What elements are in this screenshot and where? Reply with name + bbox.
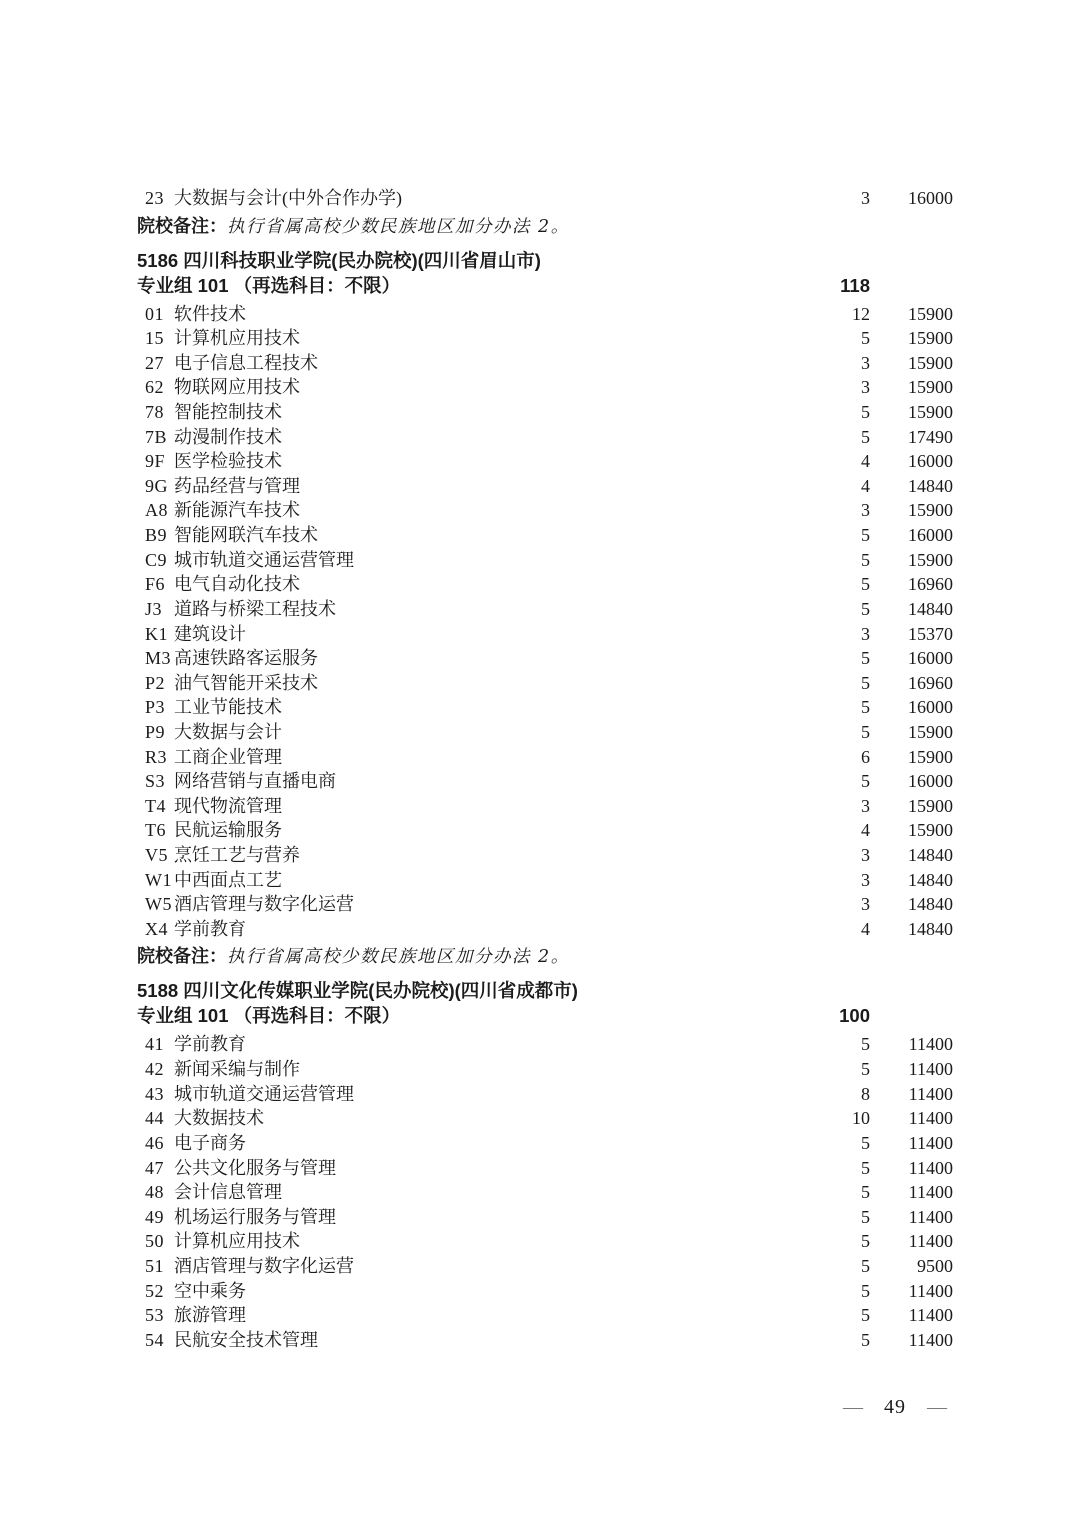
group-label: 专业组 101 （再选科目：不限） — [137, 1005, 401, 1027]
program-plan-count: 5 — [861, 1206, 870, 1227]
college-header: 5188 四川文化传媒职业学院(民办院校)(四川省成都市) — [137, 980, 578, 1002]
program-row — [137, 1106, 953, 1131]
program-tuition-fee: 15900 — [908, 549, 953, 570]
program-plan-count: 5 — [861, 525, 870, 546]
program-plan-count: 5 — [861, 1182, 870, 1203]
program-row — [137, 1082, 953, 1107]
program-tuition-fee: 16000 — [908, 188, 953, 208]
program-plan-count: 5 — [861, 1034, 870, 1055]
group-header — [137, 273, 953, 298]
program-plan-count: 8 — [861, 1083, 870, 1104]
program-plan-count: 10 — [852, 1108, 870, 1129]
program-tuition-fee: 15900 — [908, 795, 953, 816]
program-row — [137, 1032, 953, 1057]
program-code: 51 — [145, 1255, 164, 1276]
program-tuition-fee: 16000 — [908, 771, 953, 792]
program-plan-count: 5 — [861, 771, 870, 792]
program-plan-count: 4 — [861, 820, 870, 841]
program-row — [137, 498, 953, 523]
college-section — [137, 978, 953, 1352]
program-tuition-fee: 11400 — [908, 1329, 953, 1350]
program-plan-count: 5 — [861, 1157, 870, 1178]
program-code: P9 — [145, 721, 166, 742]
program-code: 49 — [145, 1206, 164, 1227]
program-name: 机场运行服务与管理 — [174, 1206, 336, 1227]
program-code: 43 — [145, 1083, 164, 1104]
program-row — [137, 1254, 953, 1279]
program-tuition-fee: 11400 — [908, 1108, 953, 1129]
program-row — [137, 186, 953, 211]
program-code: T4 — [145, 795, 166, 816]
program-row — [137, 1279, 953, 1304]
program-row — [137, 474, 953, 499]
program-code: 41 — [145, 1034, 164, 1055]
program-plan-count: 5 — [861, 402, 870, 423]
program-code: 78 — [145, 402, 164, 423]
program-tuition-fee: 15900 — [908, 352, 953, 373]
program-row — [137, 892, 953, 917]
group-header — [137, 1003, 953, 1028]
program-name: 智能控制技术 — [174, 402, 282, 423]
program-row — [137, 425, 953, 450]
program-plan-count: 5 — [861, 1059, 870, 1080]
program-code: J3 — [145, 598, 163, 619]
program-tuition-fee: 11400 — [908, 1034, 953, 1055]
note-label: 院校备注： — [137, 946, 227, 967]
program-row — [137, 695, 953, 720]
program-code: 48 — [145, 1182, 164, 1203]
program-plan-count: 3 — [861, 894, 870, 915]
program-name: 大数据技术 — [174, 1108, 264, 1129]
program-plan-count: 12 — [852, 303, 870, 324]
college-note — [137, 943, 953, 970]
program-code: B9 — [145, 525, 168, 546]
program-code: 53 — [145, 1305, 164, 1326]
program-code: M3 — [145, 648, 172, 669]
program-row — [137, 326, 953, 351]
program-row — [137, 375, 953, 400]
program-name: 城市轨道交通运营管理 — [174, 1083, 354, 1104]
program-plan-count: 5 — [861, 1329, 870, 1350]
program-tuition-fee: 11400 — [908, 1157, 953, 1178]
program-plan-count: 3 — [861, 623, 870, 644]
program-plan-count: 5 — [861, 574, 870, 595]
program-code: W5 — [145, 894, 172, 915]
program-row — [137, 1328, 953, 1353]
program-row — [137, 449, 953, 474]
program-name: 酒店管理与数字化运营 — [174, 1255, 354, 1276]
program-row — [137, 745, 953, 770]
program-plan-count: 3 — [861, 500, 870, 521]
program-name: 民航运输服务 — [174, 820, 282, 841]
program-tuition-fee: 11400 — [908, 1280, 953, 1301]
program-name: 油气智能开采技术 — [174, 672, 318, 693]
program-row — [137, 1205, 953, 1230]
program-name: 酒店管理与数字化运营 — [174, 894, 354, 915]
group-quota: 100 — [839, 1005, 870, 1027]
program-tuition-fee: 16960 — [908, 574, 953, 595]
program-plan-count: 5 — [861, 549, 870, 570]
program-code: C9 — [145, 549, 168, 570]
program-code: R3 — [145, 746, 168, 767]
program-name: 学前教育 — [174, 918, 246, 939]
program-plan-count: 5 — [861, 598, 870, 619]
program-name: 现代物流管理 — [174, 795, 282, 816]
program-row — [137, 769, 953, 794]
program-tuition-fee: 11400 — [908, 1059, 953, 1080]
program-plan-count: 5 — [861, 328, 870, 349]
program-row — [137, 1156, 953, 1181]
program-name: 医学检验技术 — [174, 451, 282, 472]
program-tuition-fee: 15900 — [908, 820, 953, 841]
program-name: 计算机应用技术 — [174, 1231, 300, 1252]
program-name: 电子商务 — [174, 1132, 246, 1153]
program-name: 烹饪工艺与营养 — [174, 845, 300, 866]
program-name: 电气自动化技术 — [174, 574, 300, 595]
program-tuition-fee: 16000 — [908, 697, 953, 718]
program-plan-count: 5 — [861, 1305, 870, 1326]
page-number: 49 — [884, 1396, 906, 1418]
program-name: 药品经营与管理 — [174, 475, 300, 496]
program-tuition-fee: 11400 — [908, 1206, 953, 1227]
program-row — [137, 720, 953, 745]
program-plan-count: 5 — [861, 648, 870, 669]
program-row — [137, 843, 953, 868]
program-code: F6 — [145, 574, 166, 595]
program-plan-count: 4 — [861, 918, 870, 939]
program-name: 高速铁路客运服务 — [174, 648, 318, 669]
program-name: 大数据与会计 — [174, 721, 282, 742]
program-row — [137, 1303, 953, 1328]
program-tuition-fee: 16960 — [908, 672, 953, 693]
program-name: 道路与桥梁工程技术 — [174, 598, 336, 619]
program-plan-count: 5 — [861, 1231, 870, 1252]
program-plan-count: 3 — [861, 188, 870, 208]
program-row — [137, 794, 953, 819]
program-code: V5 — [145, 845, 168, 866]
program-code: X4 — [145, 918, 168, 939]
program-code: T6 — [145, 820, 166, 841]
program-tuition-fee: 11400 — [908, 1305, 953, 1326]
program-name: 计算机应用技术 — [174, 328, 300, 349]
program-name: 民航安全技术管理 — [174, 1329, 318, 1350]
program-row — [137, 400, 953, 425]
program-code: 15 — [145, 328, 164, 349]
program-name: 空中乘务 — [174, 1280, 246, 1301]
program-plan-count: 4 — [861, 475, 870, 496]
program-plan-count: 5 — [861, 426, 870, 447]
program-tuition-fee: 14840 — [908, 598, 953, 619]
program-plan-count: 4 — [861, 451, 870, 472]
program-row — [137, 572, 953, 597]
program-rows — [137, 1032, 953, 1352]
program-code: P3 — [145, 697, 166, 718]
program-tuition-fee: 15900 — [908, 500, 953, 521]
program-name: 工商企业管理 — [174, 746, 282, 767]
program-tuition-fee: 15900 — [908, 721, 953, 742]
page-footer — [843, 1393, 947, 1421]
program-tuition-fee: 11400 — [908, 1182, 953, 1203]
program-name: 学前教育 — [174, 1034, 246, 1055]
program-code: 54 — [145, 1329, 164, 1350]
program-tuition-fee: 16000 — [908, 451, 953, 472]
program-row — [137, 868, 953, 893]
program-tuition-fee: 16000 — [908, 525, 953, 546]
program-row — [137, 597, 953, 622]
program-name: 中西面点工艺 — [174, 869, 282, 890]
program-name: 旅游管理 — [174, 1305, 246, 1326]
program-code: 50 — [145, 1231, 164, 1252]
program-tuition-fee: 15900 — [908, 328, 953, 349]
program-tuition-fee: 9500 — [917, 1255, 953, 1276]
program-tuition-fee: 14840 — [908, 894, 953, 915]
program-name: 城市轨道交通运营管理 — [174, 549, 354, 570]
program-name: 公共文化服务与管理 — [174, 1157, 336, 1178]
program-row — [137, 646, 953, 671]
note-text: 执行省属高校少数民族地区加分办法 2。 — [227, 947, 570, 968]
program-plan-count: 5 — [861, 697, 870, 718]
program-name: 动漫制作技术 — [174, 426, 282, 447]
program-code: 47 — [145, 1157, 164, 1178]
program-plan-count: 6 — [861, 746, 870, 767]
note-text: 执行省属高校少数民族地区加分办法 2。 — [227, 216, 570, 237]
program-tuition-fee: 17490 — [908, 426, 953, 447]
program-code: 44 — [145, 1108, 164, 1129]
program-row — [137, 351, 953, 376]
program-tuition-fee: 14840 — [908, 918, 953, 939]
program-tuition-fee: 11400 — [908, 1231, 953, 1252]
program-row — [137, 622, 953, 647]
program-code: W1 — [145, 869, 172, 890]
program-row — [137, 1180, 953, 1205]
program-name: 智能网联汽车技术 — [174, 525, 318, 546]
program-name: 电子信息工程技术 — [174, 352, 318, 373]
program-tuition-fee: 14840 — [908, 845, 953, 866]
program-name: 网络营销与直播电商 — [174, 771, 336, 792]
program-plan-count: 3 — [861, 352, 870, 373]
program-row — [137, 548, 953, 573]
admissions-list — [137, 186, 953, 1352]
program-name: 大数据与会计(中外合作办学) — [174, 188, 402, 208]
program-code: 52 — [145, 1280, 164, 1301]
program-tuition-fee: 15370 — [908, 623, 953, 644]
program-code: S3 — [145, 771, 166, 792]
program-code: P2 — [145, 672, 166, 693]
program-name: 工业节能技术 — [174, 697, 282, 718]
program-name: 新闻采编与制作 — [174, 1059, 300, 1080]
program-plan-count: 3 — [861, 795, 870, 816]
program-plan-count: 5 — [861, 1255, 870, 1276]
program-plan-count: 3 — [861, 845, 870, 866]
program-plan-count: 5 — [861, 672, 870, 693]
program-tuition-fee: 11400 — [908, 1083, 953, 1104]
program-tuition-fee: 15900 — [908, 402, 953, 423]
note-label: 院校备注： — [137, 215, 227, 236]
program-plan-count: 5 — [861, 1132, 870, 1153]
program-code: K1 — [145, 623, 168, 644]
program-code: 27 — [145, 352, 164, 373]
program-code: A8 — [145, 500, 168, 521]
program-row — [137, 302, 953, 327]
program-code: 9F — [145, 451, 166, 472]
program-code: 7B — [145, 426, 168, 447]
program-row — [137, 1131, 953, 1156]
program-row — [137, 818, 953, 843]
program-tuition-fee: 16000 — [908, 648, 953, 669]
program-rows — [137, 302, 953, 942]
footer-dash-right-icon: — — [927, 1396, 947, 1418]
college-header: 5186 四川科技职业学院(民办院校)(四川省眉山市) — [137, 249, 541, 271]
program-row — [137, 917, 953, 942]
program-code: 42 — [145, 1059, 164, 1080]
program-code: 46 — [145, 1132, 164, 1153]
program-row — [137, 671, 953, 696]
program-name: 物联网应用技术 — [174, 377, 300, 398]
program-tuition-fee: 15900 — [908, 303, 953, 324]
program-tuition-fee: 15900 — [908, 377, 953, 398]
program-plan-count: 3 — [861, 869, 870, 890]
program-name: 新能源汽车技术 — [174, 500, 300, 521]
college-note — [137, 213, 953, 240]
program-name: 会计信息管理 — [174, 1182, 282, 1203]
program-code: 23 — [145, 188, 164, 208]
program-code: 62 — [145, 377, 164, 398]
program-tuition-fee: 14840 — [908, 869, 953, 890]
program-name: 软件技术 — [174, 303, 246, 324]
program-row — [137, 1229, 953, 1254]
college-section — [137, 248, 953, 971]
footer-dash-left-icon: — — [843, 1396, 863, 1418]
program-row — [137, 1057, 953, 1082]
group-quota: 118 — [840, 274, 870, 296]
program-name: 建筑设计 — [174, 623, 246, 644]
program-plan-count: 3 — [861, 377, 870, 398]
program-tuition-fee: 15900 — [908, 746, 953, 767]
program-code: 01 — [145, 303, 164, 324]
program-tuition-fee: 11400 — [908, 1132, 953, 1153]
group-label: 专业组 101 （再选科目：不限） — [137, 274, 401, 296]
program-plan-count: 5 — [861, 721, 870, 742]
college-sections — [137, 248, 953, 1353]
program-row — [137, 523, 953, 548]
program-tuition-fee: 14840 — [908, 475, 953, 496]
program-code: 9G — [145, 475, 168, 496]
program-plan-count: 5 — [861, 1280, 870, 1301]
